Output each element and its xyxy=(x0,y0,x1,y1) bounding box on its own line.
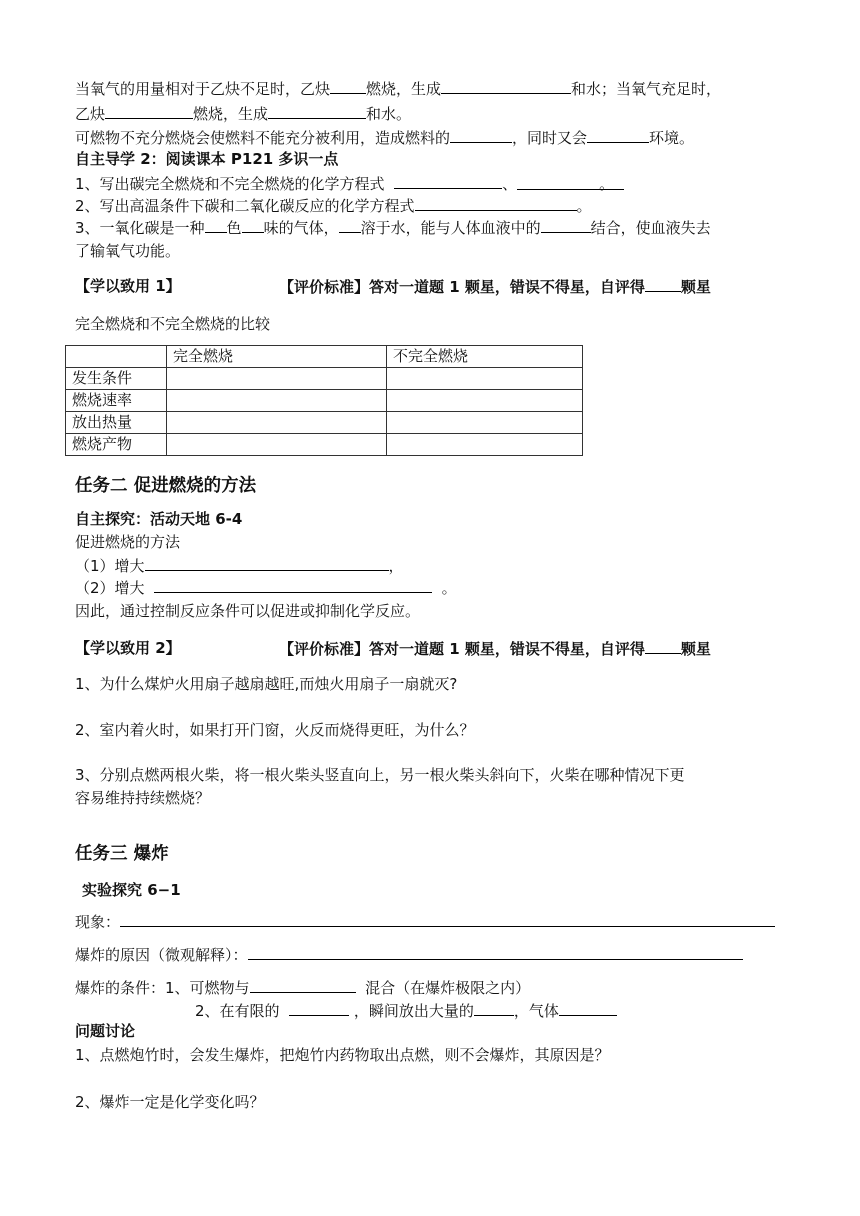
text: （1）增大 xyxy=(75,557,145,575)
text: 2、在有限的 xyxy=(195,1002,280,1020)
text: 颗星 xyxy=(680,278,711,296)
guide2-q2 xyxy=(75,195,592,216)
blank[interactable] xyxy=(330,78,366,94)
task2-explore: 自主探究：活动天地 6-4 xyxy=(75,510,243,528)
comparison-table xyxy=(65,345,583,456)
text: 和水；当氧气充足时， xyxy=(571,80,722,98)
intro-line-2 xyxy=(75,103,411,124)
table-row xyxy=(66,390,583,412)
text: 。 xyxy=(576,197,592,215)
guide2-title: 自主导学 2：阅读课本 P121 多识一点 xyxy=(75,150,339,168)
table-row xyxy=(66,346,583,368)
text: 、 xyxy=(502,175,518,193)
table-cell[interactable] xyxy=(387,368,583,390)
table-cell[interactable] xyxy=(387,412,583,434)
table-cell[interactable] xyxy=(167,390,387,412)
text: ，瞬间放出大量的 xyxy=(353,1002,474,1020)
table-cell[interactable] xyxy=(167,368,387,390)
text: 爆炸的条件：1、可燃物与 xyxy=(75,979,250,997)
apply1-label: 【学以致用 1】 xyxy=(75,277,181,295)
comparison-caption: 完全燃烧和不完全燃烧的比较 xyxy=(75,315,271,333)
blank[interactable] xyxy=(205,217,227,233)
text: 现象： xyxy=(75,913,121,931)
blank-end[interactable] xyxy=(517,174,624,193)
blank[interactable] xyxy=(105,103,193,119)
table-row xyxy=(66,412,583,434)
table-cell[interactable] xyxy=(167,412,387,434)
text: 。 xyxy=(441,579,457,597)
text: 3、一氧化碳是一种 xyxy=(75,219,205,237)
text: ， xyxy=(388,557,404,575)
task3-cause xyxy=(75,944,743,965)
text: 【评价标准】答对一道题 1 颗星，错误不得星，自评得 xyxy=(279,640,645,658)
table-cell[interactable] xyxy=(387,434,583,456)
text: ，同时又会 xyxy=(512,129,588,147)
table-cell: 不完全燃烧 xyxy=(387,346,583,368)
task2-conclusion: 因此，通过控制反应条件可以促进或抑制化学反应。 xyxy=(75,602,421,620)
task3-d2: 2、爆炸一定是化学变化吗？ xyxy=(75,1093,265,1111)
text: 溶于水，能与人体血液中的 xyxy=(360,219,541,237)
apply2-q2: 2、室内着火时，如果打开门窗，火反而烧得更旺，为什么？ xyxy=(75,721,475,739)
text: 爆炸的原因（微观解释）： xyxy=(75,946,248,964)
task3-experiment: 实验探究 6−1 xyxy=(82,881,181,899)
apply2-q1: 1、为什么煤炉火用扇子越扇越旺,而烛火用扇子一扇就灭? xyxy=(75,675,458,693)
text: 乙炔 xyxy=(75,105,106,123)
apply2-q3: 3、分别点燃两根火柴，将一根火柴头竖直向上，另一根火柴头斜向下，火柴在哪种情况下更 xyxy=(75,766,685,784)
blank[interactable] xyxy=(250,977,356,993)
blank[interactable] xyxy=(339,217,361,233)
guide2-q1 xyxy=(75,173,624,194)
intro-line-3 xyxy=(75,127,694,148)
table-cell: 燃烧速率 xyxy=(66,390,167,412)
blank[interactable] xyxy=(645,276,681,292)
text: 环境。 xyxy=(649,129,695,147)
task3-d1: 1、点燃炮竹时，会发生爆炸，把炮竹内药物取出点燃，则不会爆炸，其原因是？ xyxy=(75,1046,610,1064)
table-cell xyxy=(66,346,167,368)
blank[interactable] xyxy=(474,1000,514,1016)
blank[interactable] xyxy=(154,577,432,593)
text: 结合，使血液失去 xyxy=(590,219,711,237)
apply2-criteria xyxy=(279,638,711,659)
text: 。 xyxy=(599,175,615,193)
task2-method-2 xyxy=(75,577,457,598)
table-cell: 发生条件 xyxy=(66,368,167,390)
text: 味的气体， xyxy=(263,219,339,237)
table-row xyxy=(66,368,583,390)
table-cell: 完全燃烧 xyxy=(167,346,387,368)
task2-method-1 xyxy=(75,555,404,576)
text: 当氧气的用量相对于乙炔不足时，乙炔 xyxy=(75,80,331,98)
task3-title: 任务三 爆炸 xyxy=(75,844,169,864)
blank[interactable] xyxy=(415,195,577,211)
blank[interactable] xyxy=(450,127,512,143)
task3-condition-2 xyxy=(195,1000,617,1021)
blank[interactable] xyxy=(289,1000,349,1016)
task2-title: 任务二 促进燃烧的方法 xyxy=(75,476,257,496)
text: 1、写出碳完全燃烧和不完全燃烧的化学方程式 xyxy=(75,175,385,193)
table-cell: 燃烧产物 xyxy=(66,434,167,456)
text: 可燃物不充分燃烧会使燃料不能充分被利用，造成燃料的 xyxy=(75,129,451,147)
intro-line-1 xyxy=(75,78,721,99)
guide2-q3 xyxy=(75,217,711,238)
text: 2、写出高温条件下碳和二氧化碳反应的化学方程式 xyxy=(75,197,415,215)
table-cell: 放出热量 xyxy=(66,412,167,434)
text: 【评价标准】答对一道题 1 颗星，错误不得星，自评得 xyxy=(279,278,645,296)
blank xyxy=(517,174,599,189)
blank[interactable] xyxy=(645,638,681,654)
text: 混合（在爆炸极限之内） xyxy=(365,979,531,997)
text: 燃烧，生成 xyxy=(366,80,442,98)
text: 燃烧，生成 xyxy=(193,105,269,123)
text: 和水。 xyxy=(366,105,412,123)
guide2-q3-cont: 了输氧气功能。 xyxy=(75,242,181,260)
blank[interactable] xyxy=(559,1000,617,1016)
table-cell[interactable] xyxy=(387,390,583,412)
blank[interactable] xyxy=(242,217,264,233)
table-row xyxy=(66,434,583,456)
blank[interactable] xyxy=(441,78,571,94)
task3-discussion: 问题讨论 xyxy=(75,1022,136,1040)
apply2-label: 【学以致用 2】 xyxy=(75,639,181,657)
blank[interactable] xyxy=(248,944,743,960)
task2-subtitle: 促进燃烧的方法 xyxy=(75,533,181,551)
text: （2）增大 xyxy=(75,579,145,597)
blank[interactable] xyxy=(587,127,649,143)
table-cell[interactable] xyxy=(167,434,387,456)
blank[interactable] xyxy=(120,911,775,927)
blank[interactable] xyxy=(541,217,591,233)
apply1-criteria xyxy=(279,276,711,297)
text: 颗星 xyxy=(680,640,711,658)
apply2-q3-cont: 容易维持持续燃烧？ xyxy=(75,789,211,807)
task3-condition-1 xyxy=(75,977,530,998)
blank[interactable] xyxy=(268,103,366,119)
blank[interactable] xyxy=(394,173,502,189)
text: 色 xyxy=(226,219,242,237)
text: ，气体 xyxy=(513,1002,559,1020)
task3-phenomenon xyxy=(75,911,775,932)
blank[interactable] xyxy=(145,555,389,571)
